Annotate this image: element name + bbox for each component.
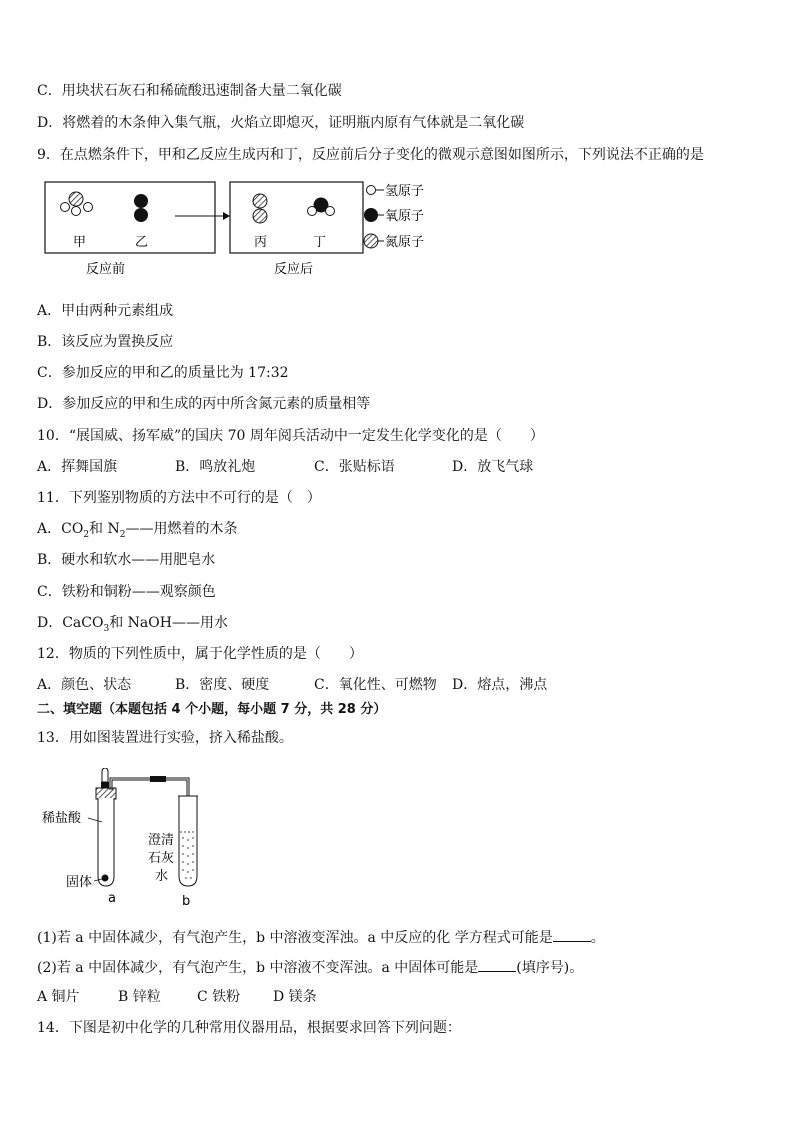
q13-option-d: D 镁条	[273, 989, 317, 1005]
q12-option-c: C．氧化性、可燃物	[314, 677, 437, 693]
q11-stem: 11．下列鉴别物质的方法中不可行的是（ ）	[37, 490, 321, 506]
q9-molecule-diagram	[40, 176, 460, 282]
label-dilute-hcl: 稀盐酸	[42, 811, 82, 826]
molecule-yi	[134, 194, 148, 222]
q13-part-1-blank[interactable]	[553, 927, 591, 942]
q13-part-2	[37, 957, 583, 977]
q8-option-c: C．用块状石灰石和稀硫酸迅速制备大量二氧化碳	[37, 83, 342, 99]
q11-option-d-sub: 3	[103, 623, 110, 634]
label-solid: 固体	[66, 875, 93, 890]
q11-option-a-post: ——用燃着的木条	[125, 521, 238, 537]
q10-option-d: D．放飞气球	[452, 459, 534, 475]
q13-part-1-text: (1)若 a 中固体减少，有气泡产生，b 中溶液变浑浊。a 中反应的化 学方程式可能是	[37, 930, 553, 946]
label-limewater-3: 水	[155, 869, 169, 884]
q12-option-a: A．颜色、状态	[37, 677, 132, 693]
q11-option-d-post: 和 NaOH——用水	[109, 615, 228, 631]
legend-nitrogen: 氮原子	[385, 235, 425, 250]
molecule-jia	[61, 192, 93, 216]
q13-part-2-blank[interactable]	[478, 957, 516, 972]
label-tube-b: b	[182, 894, 191, 909]
label-yi: 乙	[135, 235, 149, 250]
q13-option-b: B 锌粒	[118, 989, 161, 1005]
legend-hydrogen: 氢原子	[385, 184, 425, 199]
molecule-bing	[253, 194, 267, 223]
q13-part-2-end: (填序号)。	[516, 960, 584, 976]
q13-apparatus-diagram	[38, 768, 228, 910]
q10-option-b: B．鸣放礼炮	[175, 459, 256, 475]
q13-part-1	[37, 927, 605, 947]
label-bing: 丙	[254, 235, 268, 250]
caption-after: 反应后	[274, 262, 314, 277]
q11-option-a-pre: A．CO	[37, 521, 84, 537]
q11-option-a-sub1: 2	[83, 529, 90, 540]
q13-part-2-text: (2)若 a 中固体减少，有气泡产生，b 中溶液不变浑浊。a 中固体可能是	[37, 960, 479, 976]
label-jia: 甲	[73, 235, 87, 250]
q10-stem: 10．“展国威、扬军威”的国庆 70 周年阅兵活动中一定发生化学变化的是（ ）	[37, 428, 544, 444]
q12-stem: 12．物质的下列性质中，属于化学性质的是（ ）	[37, 646, 363, 662]
q12-option-b: B．密度、硬度	[175, 677, 270, 693]
label-limewater-1: 澄清	[148, 833, 175, 848]
label-tube-a: a	[108, 891, 116, 906]
label-ding: 丁	[313, 235, 327, 250]
after-box	[230, 182, 363, 253]
q11-option-d	[37, 614, 228, 638]
q11-option-a	[37, 520, 237, 544]
q11-option-b: B．硬水和软水——用肥皂水	[37, 552, 216, 568]
section-heading: 二、填空题（本题包括 4 个小题，每小题 7 分，共 28 分）	[37, 702, 387, 717]
molecule-ding	[308, 198, 335, 216]
q9-option-a: A．甲由两种元素组成	[37, 303, 174, 319]
q8-option-d: D．将燃着的木条伸入集气瓶，火焰立即熄灭，证明瓶内原有气体就是二氧化碳	[37, 115, 525, 131]
caption-before: 反应前	[86, 262, 126, 277]
q9-stem: 9．在点燃条件下，甲和乙反应生成丙和丁，反应前后分子变化的微观示意图如图所示，下列说法不正确的是	[37, 147, 704, 163]
q11-option-a-mid: 和 N	[89, 521, 120, 537]
legend	[364, 184, 424, 250]
q14-stem: 14．下图是初中化学的几种常用仪器用品，根据要求回答下列问题：	[37, 1020, 461, 1036]
q11-option-a-sub2: 2	[119, 529, 126, 540]
q10-option-a: A．挥舞国旗	[37, 459, 118, 475]
q13-part-1-end: 。	[590, 930, 605, 946]
label-limewater-2: 石灰	[148, 851, 175, 866]
q13-stem: 13．用如图装置进行实验，挤入稀盐酸。	[37, 730, 293, 746]
reaction-arrow-line	[175, 210, 231, 222]
q9-option-c: C．参加反应的甲和乙的质量比为 17:32	[37, 365, 289, 381]
q11-option-d-pre: D．CaCO	[37, 615, 104, 631]
legend-oxygen: 氧原子	[385, 209, 425, 224]
q9-option-b: B．该反应为置换反应	[37, 334, 174, 350]
q9-option-d: D．参加反应的甲和生成的丙中所含氮元素的质量相等	[37, 396, 371, 412]
q12-option-d: D．熔点，沸点	[452, 677, 548, 693]
q11-option-c: C．铁粉和铜粉——观察颜色	[37, 584, 216, 600]
q13-option-c: C 铁粉	[197, 989, 241, 1005]
q10-option-c: C．张贴标语	[314, 459, 395, 475]
q13-option-a: A 铜片	[37, 989, 80, 1005]
